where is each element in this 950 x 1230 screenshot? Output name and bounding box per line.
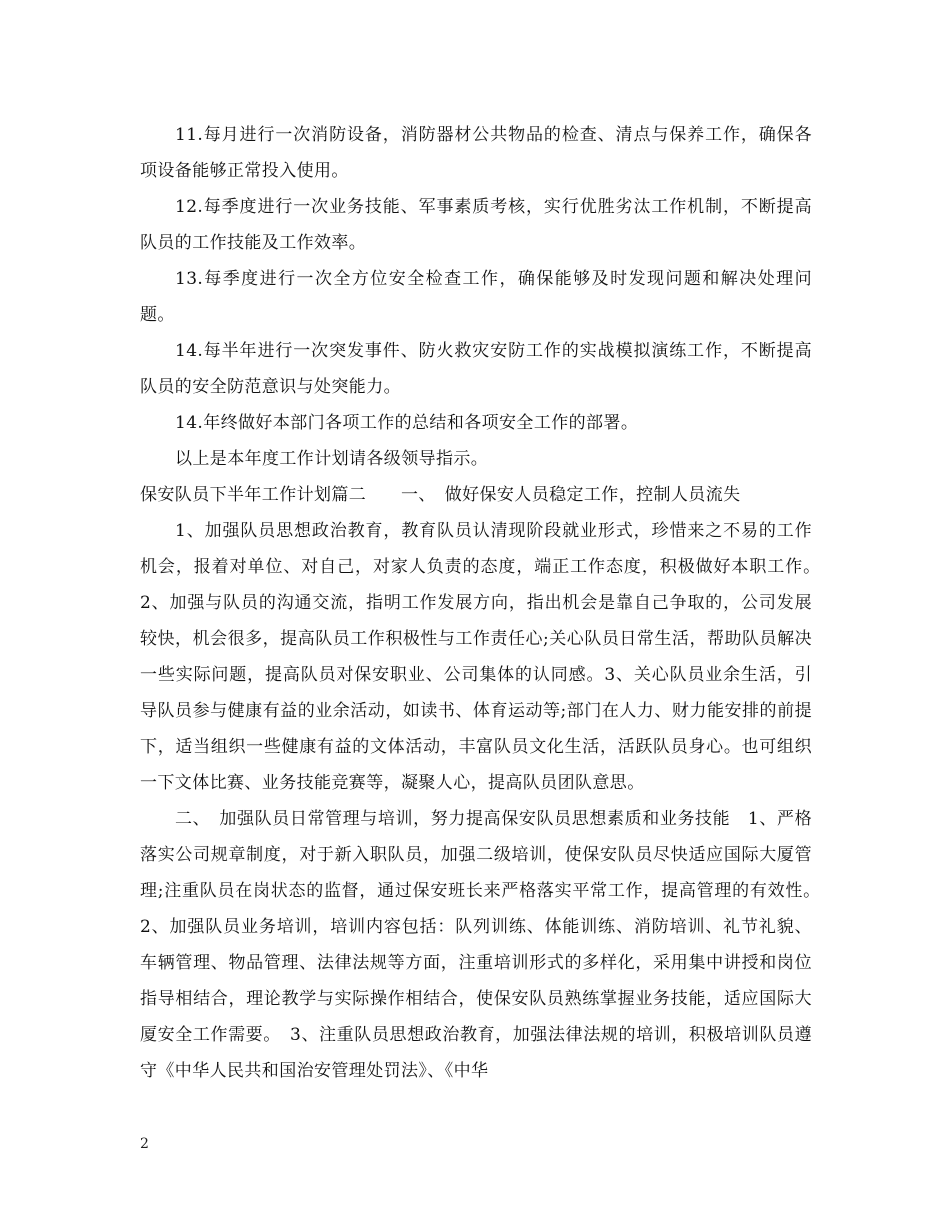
paragraph-item-14a: 14.每半年进行一次突发事件、防火救灾安防工作的实战模拟演练工作，不断提高队员的安全防范意识与处突能力。 bbox=[140, 341, 812, 397]
paragraph-item-12: 12.每季度进行一次业务技能、军事素质考核，实行优胜劣汰工作机制，不断提高队员的工作技能及工作效率。 bbox=[140, 197, 812, 253]
document-body bbox=[140, 117, 830, 1089]
paragraph-item-13: 13.每季度进行一次全方位安全检查工作，确保能够及时发现问题和解决处理问题。 bbox=[140, 269, 812, 325]
section-heading: 保安队员下半年工作计划篇二 一、 做好保安人员稳定工作，控制人员流失 bbox=[140, 485, 741, 505]
paragraph-item-14b: 14.年终做好本部门各项工作的总结和各项安全工作的部署。 bbox=[175, 413, 639, 433]
paragraph-section-one: 1、加强队员思想政治教育，教育队员认清现阶段就业形式，珍惜来之不易的工作机会，报着对单位、对自己，对家人负责的态度，端正工作态度，积极做好本职工作。 2、加强与队员的沟通交流，指明工作发展方向，指出机会是靠自己争取的，公司发展较快，机会很多，提高队员工作积极性与工作责任心;关心队员日常生活，帮助队员解决一些实际问题，提高队员对保安职业、公司集体的认同感。3、关心队员业余生活，引导队员参与健康有益的业余活动，如读书、体育运动等;部门在人力、财力能安排的前提下，适当组织一些健康有益的文体活动，丰富队员文化生活，活跃队员身心。也可组织一下文体比赛、业务技能竞赛等，凝聚人心，提高队员团队意思。 bbox=[140, 521, 830, 793]
paragraph-section-two: 二、 加强队员日常管理与培训，努力提高保安队员思想素质和业务技能 1、严格落实公司规章制度，对于新入职队员，加强二级培训，使保安队员尽快适应国际大厦管理;注重队员在岗状态的监督，通过保安班长来严格落实平常工作，提高管理的有效性。 2、加强队员业务培训，培训内容包括：队列训练、体能训练、消防培训、礼节礼貌、车辆管理、物品管理、法律法规等方面，注重培训形式的多样化，采用集中讲授和岗位指导相结合，理论教学与实际操作相结合，使保安队员熟练掌握业务技能，适应国际大厦安全工作需要。 3、注重队员思想政治教育，加强法律法规的培训，积极培训队员遵守《中华人民共和国治安管理处罚法》、《中华 bbox=[140, 809, 830, 1081]
paragraph-closing: 以上是本年度工作计划请各级领导指示。 bbox=[175, 449, 489, 469]
page-number: 2 bbox=[140, 1136, 149, 1152]
paragraph-item-11: 11.每月进行一次消防设备，消防器材公共物品的检查、清点与保养工作，确保各项设备能够正常投入使用。 bbox=[140, 125, 812, 181]
